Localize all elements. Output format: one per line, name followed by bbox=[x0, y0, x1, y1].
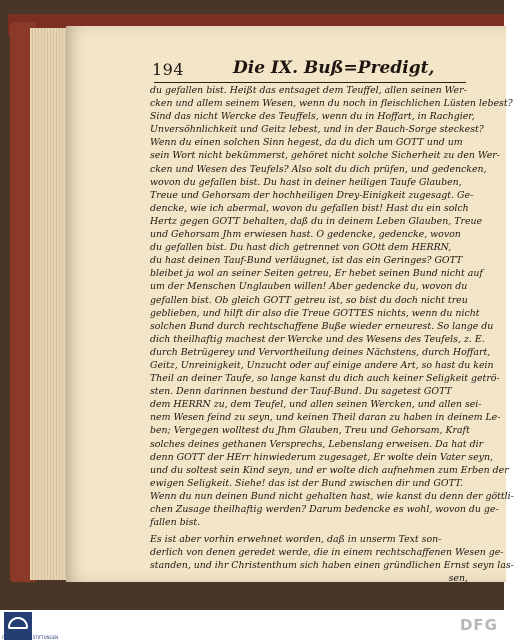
text-line: ewigen Seligkeit. Siehe! das ist der Bund zwischen dir und GOTT. bbox=[150, 477, 463, 489]
running-head bbox=[88, 58, 488, 80]
text-line: dencke, wie ich abermal, wovon du gefallen bist! Hast du ein solch bbox=[150, 202, 469, 214]
text-line: Wenn du einen solchen Sinn hegest, da du dich um GOTT und um bbox=[150, 137, 463, 149]
viewer-footer bbox=[0, 610, 504, 641]
page-edges bbox=[30, 28, 70, 580]
text-line: du hast deinen Tauf-Bund verläugnet, ist das ein Geringes? GOTT bbox=[150, 255, 463, 267]
text-line: gefallen bist. Ob gleich GOTT getreu ist, so bist du doch nicht treu bbox=[150, 294, 468, 306]
text-line: nem Wesen feind zu seyn, und keinen Theil daran zu haben in deinem Le- bbox=[150, 412, 501, 424]
text-line: durch Betrügerey und Vervortheilung deines Nächstens, durch Hoffart, bbox=[150, 346, 491, 358]
text-line: du gefallen bist. Du hast dich getrennet von GOtt dem HERRN, bbox=[150, 242, 452, 254]
text-line: wovon du gefallen bist. Du hast in deiner heiligen Taufe Glauben, bbox=[150, 176, 462, 188]
text-line: solches deines gethanen Versprechs, Lebenslang erweisen. Da hat dir bbox=[150, 438, 484, 450]
text-line: Sind das nicht Wercke des Teuffels, wenn du in Hoffart, in Rachgier, bbox=[150, 111, 475, 123]
running-title: Die IX. Buß=Predigt, bbox=[233, 58, 435, 78]
text-line: sten. Denn darinnen bestund der Tauf-Bund. Du sagetest GOTT bbox=[150, 386, 452, 398]
dfg-logo[interactable]: DFG bbox=[459, 616, 498, 634]
text-line: derlich von denen geredet werde, die in einem rechtschaffenen Wesen ge- bbox=[150, 547, 504, 559]
text-line: um der Menschen Unglauben willen! Aber gedencke du, wovon du bbox=[150, 281, 468, 293]
text-line: dem HERRN zu, dem Teufel, und allen seinen Wercken, und allen sei- bbox=[150, 399, 482, 411]
text-line: Wenn du nun deinen Bund nicht gehalten hast, wie kanst du denn der göttli- bbox=[150, 490, 514, 502]
text-line: und du soltest sein Kind seyn, und er wolte dich aufnehmen zum Erben der bbox=[150, 464, 509, 476]
text-line: bleibet ja wol an seiner Seiten getreu, Er hebet seinen Bund nicht auf bbox=[150, 268, 483, 280]
text-line: Theil an deiner Taufe, so lange kanst du dich auch keiner Seligkeit getrö- bbox=[150, 373, 500, 385]
header-rule bbox=[154, 82, 466, 83]
text-line: geblieben, und hilft dir also die Treue GOTTES nichts, wenn du nicht bbox=[150, 307, 480, 319]
text-line: chen Zusage theilhaftig werden? Darum bedencke es wohl, wovon du ge- bbox=[150, 504, 499, 515]
page-number: 194 bbox=[152, 60, 185, 79]
text-line: fallen bist. bbox=[150, 517, 201, 529]
text-line: dich theilhaftig machest der Wercke und des Wesens des Teufels, z. E. bbox=[150, 333, 485, 345]
page-body-text bbox=[150, 84, 514, 586]
logo-caption: FRANCKESCHE STIFTUNGEN bbox=[2, 635, 59, 640]
text-line: du gefallen bist. Heißt das entsaget dem Teuffel, allen seinen Wer- bbox=[150, 85, 467, 96]
text-line: und Gehorsam Jhm erwiesen hast. O gedencke, gedencke, wovon bbox=[150, 229, 461, 241]
text-line: denn GOTT der HErr hinwiederum zugesaget, Er wolte dein Vater seyn, bbox=[150, 451, 493, 463]
text-line: Treue und Gehorsam der hochheiligen Drey-Einigkeit zugesagt. Ge- bbox=[150, 189, 474, 201]
text-line: Geitz, Unreinigkeit, Unzucht oder auf einige andere Art, so hast du kein bbox=[150, 359, 494, 371]
text-line: cken und allem seinem Wesen, wenn du noch in fleischlichen Lüsten lebest? bbox=[150, 98, 513, 110]
text-line: standen, und ihr Christenthum sich haben einen gründlichen Ernst seyn las- bbox=[150, 560, 514, 572]
text-line: Unversöhnlichkeit und Geitz lebest, und in der Bauch-Sorge steckest? bbox=[150, 124, 484, 136]
text-line: solchen Bund durch rechtschaffene Buße wieder erneurest. So lange du bbox=[150, 320, 494, 332]
text-line: Hertz gegen GOTT behalten, daß du in deinem Leben Glauben, Treue bbox=[150, 215, 483, 227]
text-line: cken und Wesen des Teufels? Also solt du dich prüfen, und gedencken, bbox=[150, 163, 487, 175]
text-line: Es ist aber vorhin erwehnet worden, daß in unserm Text son- bbox=[150, 534, 442, 546]
text-line: sein Wort nicht bekümmerst, gehöret nicht solche Sicherheit zu den Wer- bbox=[150, 150, 500, 162]
text-line-last: sen, bbox=[448, 573, 468, 585]
text-line: ben; Vergegen wolltest du Jhm Glauben, Treu und Gehorsam, Kraft bbox=[150, 425, 470, 437]
